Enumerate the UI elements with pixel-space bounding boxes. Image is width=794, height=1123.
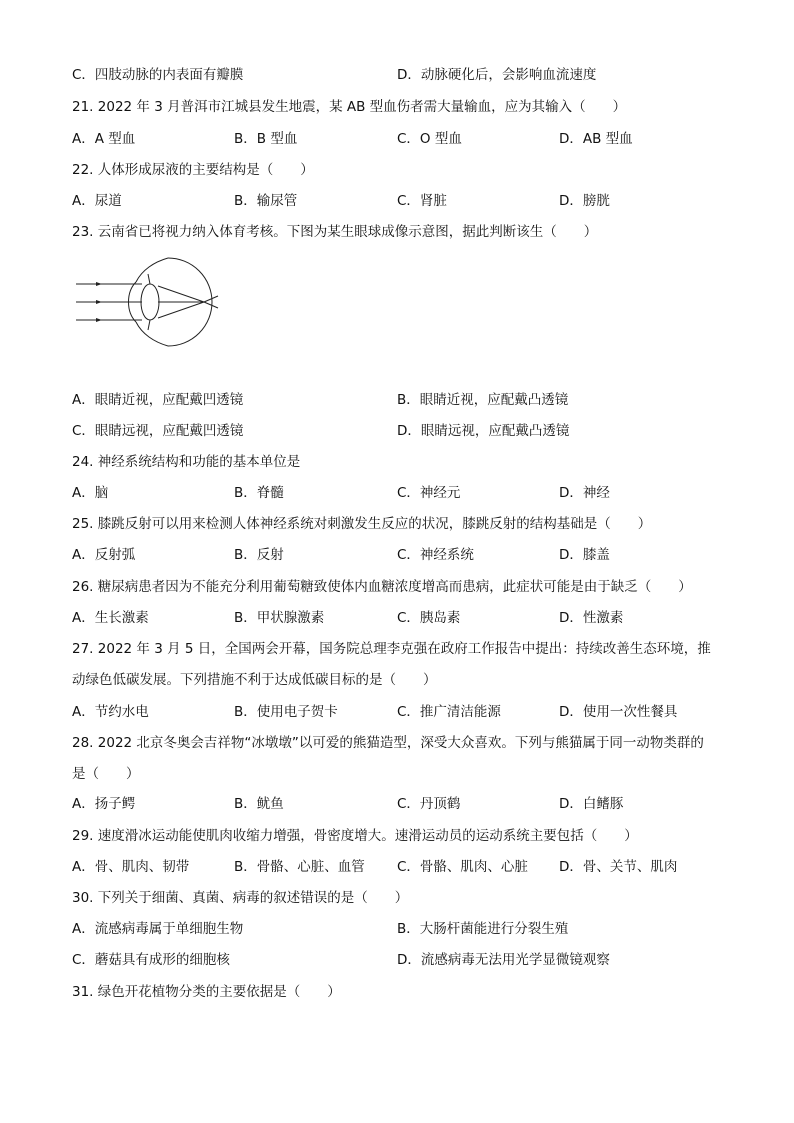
q27-option-a: A．节约水电	[72, 704, 149, 720]
question-26: 26. 糖尿病患者因为不能充分利用葡萄糖致使体内血糖浓度增高而患病，此症状可能是由于缺乏（ ）	[72, 579, 692, 595]
q28-option-d: D．白鳍豚	[559, 796, 624, 812]
q29-option-a: A．骨、肌肉、韧带	[72, 859, 190, 875]
q29-option-b: B．骨骼、心脏、血管	[234, 859, 365, 875]
q21-option-d: D．AB 型血	[559, 131, 633, 147]
q22-option-a: A．尿道	[72, 193, 122, 209]
q29-option-d: D．骨、关节、肌肉	[559, 859, 678, 875]
q30-option-a: A．流感病毒属于单细胞生物	[72, 921, 244, 937]
q23-option-a: A．眼睛近视，应配戴凹透镜	[72, 392, 244, 408]
q27-option-b: B．使用电子贺卡	[234, 704, 338, 720]
q26-option-c: C．胰岛素	[397, 610, 461, 626]
q21-option-a: A．A 型血	[72, 131, 136, 147]
question-27: 27. 2022 年 3 月 5 日，全国两会开幕，国务院总理李克强在政府工作报告中提出：持续改善生态环境，推	[72, 641, 711, 657]
q27-option-d: D．使用一次性餐具	[559, 704, 678, 720]
q23-option-c: C．眼睛远视，应配戴凹透镜	[72, 423, 244, 439]
q25-option-b: B．反射	[234, 547, 284, 563]
eye-imaging-diagram	[76, 252, 236, 352]
question-22: 22. 人体形成尿液的主要结构是（ ）	[72, 162, 314, 178]
q22-option-b: B．输尿管	[234, 193, 298, 209]
question-23: 23. 云南省已将视力纳入体育考核。下图为某生眼球成像示意图，据此判断该生（ ）	[72, 224, 598, 240]
question-28: 28. 2022 北京冬奥会吉祥物“冰墩墩”以可爱的熊猫造型，深受大众喜欢。下列与熊猫属于同一动物类群的	[72, 735, 704, 751]
question-31: 31. 绿色开花植物分类的主要依据是（ ）	[72, 984, 341, 1000]
q26-option-a: A．生长激素	[72, 610, 149, 626]
q28-option-a: A．扬子鳄	[72, 796, 136, 812]
question-24: 24. 神经系统结构和功能的基本单位是	[72, 454, 301, 470]
q27-option-c: C．推广清洁能源	[397, 704, 501, 720]
question-21: 21. 2022 年 3 月普洱市江城县发生地震，某 AB 型血伤者需大量输血，应为其输入（ ）	[72, 99, 627, 115]
q25-option-c: C．神经系统	[397, 547, 474, 563]
q30-option-c: C．蘑菇具有成形的细胞核	[72, 952, 230, 968]
q30-option-d: D．流感病毒无法用光学显微镜观察	[397, 952, 610, 968]
q24-option-b: B．脊髓	[234, 485, 284, 501]
q21-option-b: B．B 型血	[234, 131, 298, 147]
q26-option-b: B．甲状腺激素	[234, 610, 325, 626]
q22-option-d: D．膀胱	[559, 193, 610, 209]
question-28-cont: 是（ ）	[72, 766, 140, 782]
q23-option-d: D．眼睛远视，应配戴凸透镜	[397, 423, 570, 439]
lens	[141, 284, 159, 320]
q24-option-a: A．脑	[72, 485, 109, 501]
q22-option-c: C．肾脏	[397, 193, 447, 209]
q24-option-d: D．神经	[559, 485, 610, 501]
q20-option-d: D．动脉硬化后，会影响血流速度	[397, 67, 597, 83]
q23-option-b: B．眼睛近视，应配戴凸透镜	[397, 392, 569, 408]
question-29: 29. 速度滑冰运动能使肌肉收缩力增强，骨密度增大。速滑运动员的运动系统主要包括（ ）	[72, 828, 638, 844]
question-30: 30. 下列关于细菌、真菌、病毒的叙述错误的是（ ）	[72, 890, 409, 906]
q28-option-c: C．丹顶鹤	[397, 796, 461, 812]
q29-option-c: C．骨骼、肌肉、心脏	[397, 859, 528, 875]
q20-option-c: C．四肢动脉的内表面有瓣膜	[72, 67, 244, 83]
question-27-cont: 动绿色低碳发展。下列措施不利于达成低碳目标的是（ ）	[72, 672, 437, 688]
q28-option-b: B．鱿鱼	[234, 796, 284, 812]
q25-option-a: A．反射弧	[72, 547, 136, 563]
question-25: 25. 膝跳反射可以用来检测人体神经系统对刺激发生反应的状况，膝跳反射的结构基础是（ ）	[72, 516, 652, 532]
q24-option-c: C．神经元	[397, 485, 461, 501]
q21-option-c: C．O 型血	[397, 131, 462, 147]
q30-option-b: B．大肠杆菌能进行分裂生殖	[397, 921, 569, 937]
q25-option-d: D．膝盖	[559, 547, 610, 563]
q26-option-d: D．性激素	[559, 610, 624, 626]
